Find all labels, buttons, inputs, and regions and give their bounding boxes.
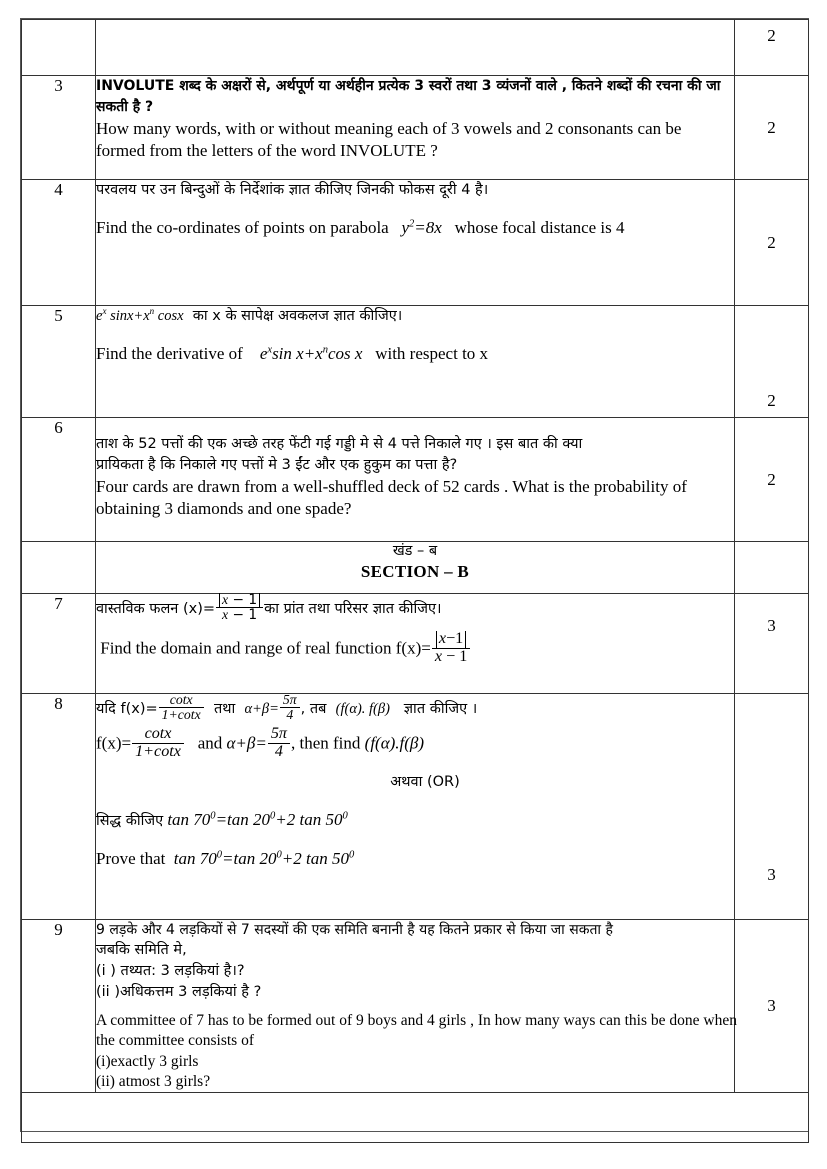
question-number: 7: [22, 594, 96, 694]
table-row-section-header: [22, 542, 809, 594]
question-text-english-line2: the committee consists of: [96, 1032, 254, 1050]
section-heading: [96, 542, 735, 594]
marks-value: 2: [735, 418, 809, 542]
question-content: [96, 418, 735, 542]
question-content: [96, 920, 735, 1093]
spacer: [96, 793, 734, 809]
table-row-blank-footer: [22, 1092, 809, 1142]
fraction-cot: $\frac{\cot x}{1+\cot x}$: [132, 726, 184, 761]
question-content: [96, 306, 735, 418]
hindi-seg-d: , तब: [300, 700, 327, 717]
spacer: [96, 1003, 734, 1011]
math-expression: $y^2=8x$: [401, 218, 442, 238]
fraction-cot: $\frac{\cot x}{1+\cot x}$: [159, 693, 204, 723]
math-expression: $e^x\sin$ $x+x^n\cos$ x: [259, 344, 363, 364]
question-text-hindi-line2: प्रायिकता है कि निकाले गए पत्तों मे 3 ईंट और एक हुकुम का पत्ता है?: [96, 457, 458, 474]
question-number: 5: [22, 306, 96, 418]
question-text-hindi: [96, 594, 734, 624]
question-text-english: Four cards are drawn from a well-shuffled deck of 52 cards . What is the probability of obtaining 3 diamonds and one spade?: [96, 477, 687, 519]
english-seg-d: , then find: [291, 733, 361, 753]
english-prefix: Find the co-ordinates of points on parabola: [96, 218, 389, 238]
hindi-prefix: वास्तविक फलन (x)=: [96, 600, 215, 617]
question-text-english: [96, 217, 734, 239]
questions-table: [21, 19, 809, 1143]
hindi-seg-f: ज्ञात कीजिए ।: [403, 700, 478, 717]
hindi-seg-a: यदि f(x)=: [96, 700, 158, 717]
table-row: [22, 694, 809, 920]
question-text-hindi-line4: (ii )अधिकत्तम 3 लड़कियां है ?: [96, 984, 262, 1001]
marks-value: [735, 542, 809, 594]
prove-english-line: [96, 848, 734, 870]
question-number: 9: [22, 920, 96, 1093]
table-row: [22, 920, 809, 1093]
question-text-english-line4: (ii) atmost 3 girls?: [96, 1072, 211, 1090]
question-text-hindi: परवलय पर उन बिन्दुओं के निर्देशांक ज्ञात कीजिए जिनकी फोकस दूरी 4 है।: [96, 182, 489, 198]
spacer: [96, 832, 734, 848]
question-content: [96, 594, 735, 694]
marks-value: 2: [735, 76, 809, 180]
prove-hindi-line: [96, 809, 734, 832]
fraction: $\frac{x - 1}{x - 1}$: [216, 593, 263, 623]
marks-value: 3: [735, 920, 809, 1093]
footer-blank-cell: [22, 1092, 809, 1142]
marks-value: 2: [735, 180, 809, 306]
question-text-hindi-line3: (i ) तथ्यत: 3 लड़कियां है।?: [96, 963, 245, 980]
question-number: [22, 20, 96, 76]
identity-expression: $\tan 70^0=\tan$ $20^0+2$ $\tan 50^0$: [167, 809, 348, 829]
hindi-suffix: का x के सापेक्ष अवकलज ज्ञात कीजिए।: [192, 308, 403, 324]
question-text-hindi: [96, 306, 734, 327]
question-content: [96, 694, 735, 920]
marks-value: 2: [735, 20, 809, 76]
question-text-english: [96, 343, 734, 365]
question-text-english: How many words, with or without meaning each of 3 vowels and 2 consonants can be formed from the letters of the word INVOLUTE ?: [96, 119, 682, 161]
spacer: [96, 624, 734, 632]
table-row: [22, 20, 809, 76]
fraction-5pi-4: $\frac{5\pi}{4}$: [268, 726, 290, 761]
english-seg-e: (f(α).f(β): [364, 733, 425, 753]
question-number: 3: [22, 76, 96, 180]
hindi-suffix: का प्रांत तथा परिसर ज्ञात कीजिए।: [264, 600, 442, 617]
english-seg-b: and: [197, 733, 223, 753]
prove-label-hindi: सिद्ध कीजिए: [96, 812, 164, 829]
spacer: [96, 201, 734, 217]
hindi-seg-c: α+β=: [244, 700, 279, 717]
question-text-english-line1: A committee of 7 has to be formed out of 9 boys and 4 girls , In how many ways can this be done when: [96, 1012, 737, 1030]
question-text-hindi-line1: 9 लड़के और 4 लड़कियों से 7 सदस्यों की एक समिति बनानी है यह कितने प्रकार से किया जा सकता है: [96, 922, 613, 938]
identity-expression: $\tan 70^0=\tan$ $20^0+2$ $\tan 50^0$: [169, 848, 355, 868]
marks-value: 2: [735, 306, 809, 418]
english-prefix: Find the domain and range of real function f(x)=: [100, 638, 431, 658]
question-text-hindi: INVOLUTE शब्द के अक्षरों से, अर्थपूर्ण या अर्थहीन प्रत्येक 3 स्वरों तथा 3 व्यंजनों वाले , कितने शब्दों की रचना की जा सकती है ?: [96, 78, 721, 115]
question-text-hindi-line1: ताश के 52 पत्तों की एक अच्छे तरह फेंटी गई गड्डी मे से 4 पत्ते निकाले गए । इस बात की क्या: [96, 436, 583, 452]
marks-value: 3: [735, 594, 809, 694]
question-content: [96, 20, 735, 76]
question-number: 8: [22, 694, 96, 920]
table-row: [22, 180, 809, 306]
question-text-english-line3: (i)exactly 3 girls: [96, 1052, 199, 1070]
marks-value: 3: [735, 694, 809, 920]
hindi-seg-b: तथा: [213, 700, 236, 717]
spacer: [96, 418, 734, 434]
or-label: अथवा (OR): [390, 773, 460, 790]
question-content: [96, 180, 735, 306]
table-row: [22, 418, 809, 542]
table-row: [22, 76, 809, 180]
section-heading-hindi: खंड – ब: [392, 543, 438, 559]
question-text-english: [96, 629, 734, 667]
hindi-seg-e: (f(α). f(β): [335, 700, 390, 717]
english-seg-a: f(x)=: [96, 733, 132, 753]
question-text-hindi-line1: [96, 694, 734, 724]
fraction-5pi-4: $\frac{5\pi}{4}$: [280, 693, 300, 723]
prove-label-english: Prove that: [96, 848, 166, 868]
question-paper-page: [20, 18, 809, 1132]
question-number: 4: [22, 180, 96, 306]
spacer: [96, 327, 734, 343]
math-expression: $e^x$ $\sin x+x^n$ cosx: [96, 306, 184, 324]
question-content: [96, 76, 735, 180]
fraction: $\frac{x-1}{x - 1}$: [432, 631, 470, 666]
table-row: [22, 594, 809, 694]
english-suffix: whose focal distance is 4: [454, 218, 625, 238]
english-prefix: Find the derivative of: [96, 344, 243, 364]
question-text-english-line1: [96, 724, 734, 762]
section-heading-english: SECTION – B: [360, 562, 470, 582]
question-number: 6: [22, 418, 96, 542]
english-suffix: with respect to x: [375, 344, 489, 364]
table-row: [22, 306, 809, 418]
english-seg-c: α+β=: [226, 733, 267, 753]
question-text-hindi-line2: जबकि समिति मे,: [96, 942, 187, 959]
question-number: [22, 542, 96, 594]
